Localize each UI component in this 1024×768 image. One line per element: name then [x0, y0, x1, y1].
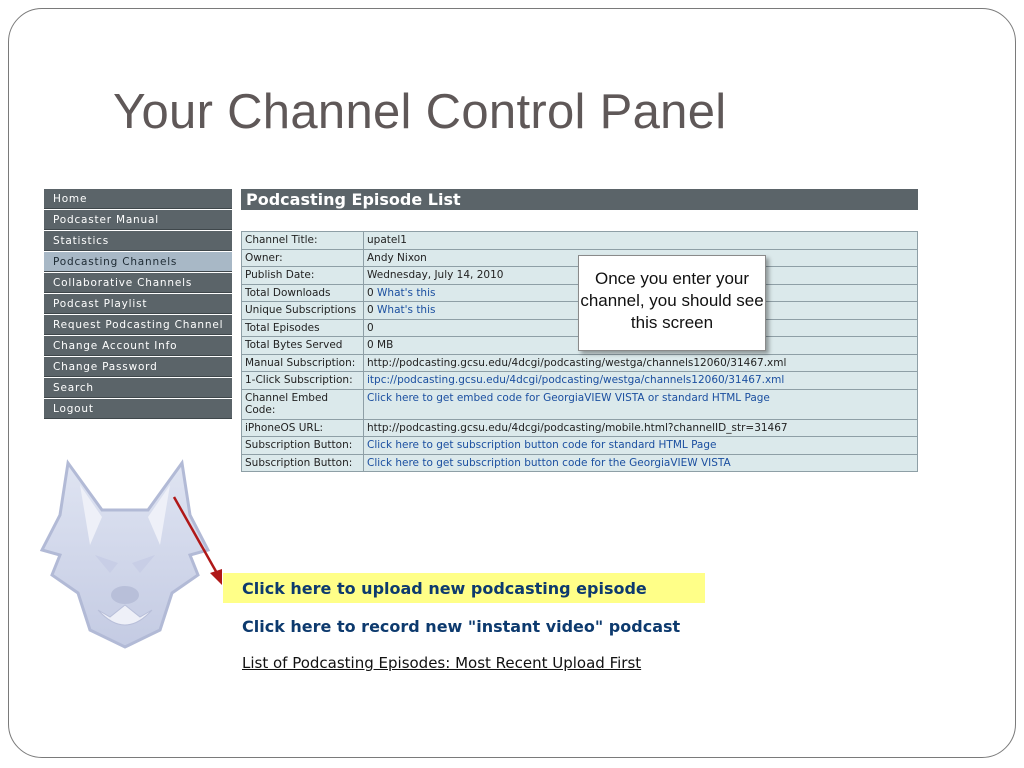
- row-label: Channel Embed Code:: [242, 389, 364, 419]
- row-label: Owner:: [242, 249, 364, 267]
- row-label: Channel Title:: [242, 232, 364, 250]
- value-text: Wednesday, July 14, 2010: [367, 269, 504, 281]
- table-row: [242, 437, 918, 455]
- sidebar-item-change-account-info[interactable]: Change Account Info: [44, 336, 232, 356]
- upload-episode-link[interactable]: Click here to upload new podcasting episode: [242, 579, 647, 598]
- table-row: [242, 232, 918, 250]
- episode-list-link[interactable]: List of Podcasting Episodes: Most Recent Upload First: [242, 654, 642, 672]
- row-value: [364, 232, 918, 250]
- row-label: Subscription Button:: [242, 437, 364, 455]
- row-link[interactable]: Click here to get subscription button code for standard HTML Page: [367, 439, 717, 451]
- row-link[interactable]: Click here to get embed code for GeorgiaVIEW VISTA or standard HTML Page: [367, 391, 770, 404]
- table-row: [242, 419, 918, 437]
- row-value: [364, 454, 918, 472]
- sidebar-item-podcaster-manual[interactable]: Podcaster Manual: [44, 210, 232, 230]
- row-link[interactable]: What's this: [377, 286, 436, 299]
- sidebar-item-home[interactable]: Home: [44, 189, 232, 209]
- callout-box: Once you enter your channel, you should see this screen: [578, 255, 766, 351]
- table-row: [242, 372, 918, 390]
- sidebar-item-podcasting-channels[interactable]: Podcasting Channels: [44, 252, 232, 272]
- row-label: Unique Subscriptions: [242, 302, 364, 320]
- table-row: [242, 354, 918, 372]
- row-value: [364, 354, 918, 372]
- sidebar-item-request-podcasting-channel[interactable]: Request Podcasting Channel: [44, 315, 232, 335]
- value-text: 0: [367, 286, 374, 299]
- value-text: Andy Nixon: [367, 251, 427, 264]
- row-label: Subscription Button:: [242, 454, 364, 472]
- table-row: [242, 389, 918, 419]
- row-value: [364, 372, 918, 390]
- row-link[interactable]: itpc://podcasting.gcsu.edu/4dcgi/podcasting/westga/channels12060/31467.xml: [367, 374, 785, 386]
- episode-list-header: Podcasting Episode List: [241, 189, 918, 210]
- sidebar-item-logout[interactable]: Logout: [44, 399, 232, 419]
- row-value: [364, 389, 918, 419]
- sidebar-item-collaborative-channels[interactable]: Collaborative Channels: [44, 273, 232, 293]
- row-label: Publish Date:: [242, 267, 364, 285]
- row-link[interactable]: What's this: [377, 304, 436, 316]
- row-label: Total Episodes: [242, 319, 364, 337]
- row-label: Total Bytes Served: [242, 337, 364, 355]
- row-label: Total Downloads: [242, 284, 364, 302]
- value-text: upatel1: [367, 234, 407, 246]
- row-label: Manual Subscription:: [242, 354, 364, 372]
- value-text: 0 MB: [367, 339, 394, 351]
- slide-title: Your Channel Control Panel: [113, 85, 727, 139]
- sidebar-nav: [44, 189, 232, 420]
- sidebar-item-statistics[interactable]: Statistics: [44, 231, 232, 251]
- table-row: [242, 454, 918, 472]
- value-text: 0: [367, 321, 374, 334]
- record-video-link[interactable]: Click here to record new "instant video" podcast: [242, 617, 681, 636]
- row-label: 1-Click Subscription:: [242, 372, 364, 390]
- red-pointer-arrow: [170, 495, 230, 590]
- sidebar-item-change-password[interactable]: Change Password: [44, 357, 232, 377]
- sidebar-item-search[interactable]: Search: [44, 378, 232, 398]
- row-link[interactable]: Click here to get subscription button code for the GeorgiaVIEW VISTA: [367, 456, 731, 469]
- value-text: http://podcasting.gcsu.edu/4dcgi/podcasting/mobile.html?channelID_str=31467: [367, 421, 788, 434]
- row-value: [364, 419, 918, 437]
- value-text: 0: [367, 304, 374, 316]
- sidebar-item-podcast-playlist[interactable]: Podcast Playlist: [44, 294, 232, 314]
- value-text: http://podcasting.gcsu.edu/4dcgi/podcasting/westga/channels12060/31467.xml: [367, 356, 787, 369]
- row-value: [364, 437, 918, 455]
- row-label: iPhoneOS URL:: [242, 419, 364, 437]
